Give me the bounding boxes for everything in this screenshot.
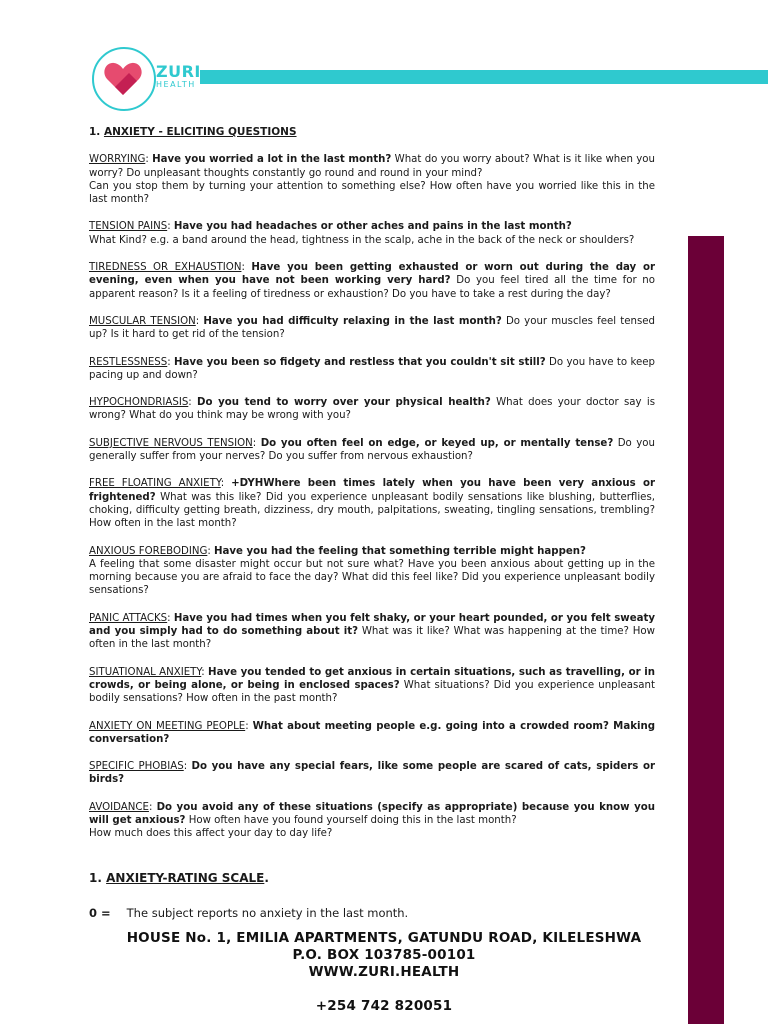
section-heading xyxy=(89,126,655,139)
rating-text: The subject reports no anxiety in the last month. xyxy=(126,906,409,920)
question-block: PANIC ATTACKS: Have you had times when you felt shaky, or your heart pounded, or you felt sweaty and you simply had to do something about it? What was it like? What was happening at the time? How often in the last month? xyxy=(89,612,655,651)
question-rest: Do your muscles feel tensed up? Is it hard to get rid of the tension? xyxy=(89,315,655,341)
question-bold: Do you avoid any of these situations (specify as appropriate) because you know you will get anxious? xyxy=(89,801,655,826)
question-bold: Do you tend to worry over your physical health? xyxy=(197,397,491,409)
rating-key: 0 = xyxy=(89,906,111,920)
question-label: SUBJECTIVE NERVOUS TENSION xyxy=(89,437,253,449)
question-bold: Do you have any special fears, like some people are scared of cats, spiders or birds? xyxy=(89,761,656,786)
zuri-logo xyxy=(92,47,162,111)
question-bold: Have you had the feeling that something terrible might happen? xyxy=(214,545,586,557)
question-bold: Do you often feel on edge, or keyed up, or mentally tense? xyxy=(260,437,614,449)
question-extra: Can you stop them by turning your attention to something else? How often have you worried like this in the last month? xyxy=(89,180,655,206)
heart-icon xyxy=(103,61,143,97)
question-label: AVOIDANCE xyxy=(89,801,149,813)
logo-name: ZURI xyxy=(156,62,201,81)
question-label: PANIC ATTACKS xyxy=(89,612,168,624)
question-rest: What does your doctor say is wrong? What do you think may be wrong with you? xyxy=(89,397,656,422)
section-number: 1. xyxy=(89,126,101,138)
question-rest: How often have you found yourself doing this in the last month? xyxy=(185,814,517,826)
question-extra: What Kind? e.g. a band around the head, tightness in the scalp, ache in the back of the neck or shoulders? xyxy=(89,234,635,246)
question-block: ANXIETY ON MEETING PEOPLE: What about meeting people e.g. going into a crowded room? Making conversation? xyxy=(89,720,656,745)
section-number: 1. xyxy=(89,871,102,885)
rating-row xyxy=(89,906,408,920)
side-accent-bar xyxy=(688,236,724,1024)
question-block: HYPOCHONDRIASIS: Do you tend to worry over your physical health? What does your doctor say is wrong? What do you think may be wrong with you? xyxy=(89,397,656,422)
question-rest: Do you feel tired all the time for no apparent reason? Is it a feeling of tiredness or exhaustion? Do you have to take a rest during the day? xyxy=(89,275,655,300)
question-bold: Have you had headaches or other aches and pains in the last month? xyxy=(173,221,572,233)
question-block: TIREDNESS OR EXHAUSTION: Have you been getting exhausted or worn out during the day or evening, even when you have not been working very hard? Do you feel tired all the time for no apparent reason? Is it a feeling of tiredness or exhaustion? Do you have to take a rest during the day? xyxy=(89,262,655,300)
section-title: ANXIETY-RATING SCALE xyxy=(106,871,265,885)
heading-dot: . xyxy=(264,871,269,885)
question-block: ANXIOUS FOREBODING: Have you had the feeling that something terrible might happen? A feeling that some disaster might occur but not sure what? Have you been anxious about getting up in the morning because you are afraid to face the day? What did this feel like? Did you experience unpleasant bodily sensations? xyxy=(89,545,655,597)
question-rest: What situations? Did you experience unpleasant bodily sensations? How often in the past month? xyxy=(89,679,655,705)
question-label: FREE FLOATING ANXIETY xyxy=(89,478,221,490)
question-label: MUSCULAR TENSION xyxy=(89,315,196,327)
footer-street: HOUSE No. 1, EMILIA APARTMENTS, GATUNDU ROAD, KILELESHWA xyxy=(126,930,642,946)
question-label: ANXIOUS FOREBODING xyxy=(89,545,208,557)
question-extra: A feeling that some disaster might occur but not sure what? Have you been anxious about getting up in the morning because you are afraid to face the day? What did this feel like? Did you experience unpleasant bodily sensations? xyxy=(89,558,655,597)
question-block: SUBJECTIVE NERVOUS TENSION: Do you often feel on edge, or keyed up, or mentally tense? Do you generally suffer from your nerves? Do you suffer from nervous exhaustion? xyxy=(89,437,655,463)
question-block: FREE FLOATING ANXIETY: +DYHWhere been times lately when you have been very anxious or frightened? What was this like? Did you experience unpleasant bodily sensations like blushing, butterflies, choking, difficulty getting breath, dizziness, dry mouth, palpitations, sweating, tingling sensations, trembling? How often in the last month? xyxy=(89,478,655,530)
question-block: MUSCULAR TENSION: Have you had difficulty relaxing in the last month? Do your muscles feel tensed up? Is it hard to get rid of the tension? xyxy=(89,315,655,341)
question-block: AVOIDANCE: Do you avoid any of these situations (specify as appropriate) because you know you will get anxious? How often have you found yourself doing this in the last month? How much does this affect your day to day life? xyxy=(89,801,655,840)
question-block: TENSION PAINS: Have you had headaches or other aches and pains in the last month? What Kind? e.g. a band around the head, tightness in the scalp, ache in the back of the neck or shoulders? xyxy=(89,221,635,246)
question-label: RESTLESSNESS xyxy=(89,356,168,368)
section-title: ANXIETY - ELICITING QUESTIONS xyxy=(103,126,297,138)
question-label: HYPOCHONDRIASIS xyxy=(89,397,189,409)
question-bold: Have you worried a lot in the last month? xyxy=(152,154,392,166)
document-body xyxy=(89,126,655,855)
question-rest: Do you have to keep pacing up and down? xyxy=(89,356,655,381)
question-bold: What about meeting people e.g. going into a crowded room? Making conversation? xyxy=(89,720,656,745)
question-block: SITUATIONAL ANXIETY: Have you tended to get anxious in certain situations, such as travelling, or in crowds, or being alone, or being in enclosed spaces? What situations? Did you experience unpleasant bodily sensations? How often in the past month? xyxy=(89,666,655,705)
question-rest: Do you generally suffer from your nerves? Do you suffer from nervous exhaustion? xyxy=(89,437,655,463)
question-bold: Have you had difficulty relaxing in the last month? xyxy=(203,315,502,327)
footer-address xyxy=(89,930,679,1015)
question-bold: Have you tended to get anxious in certain situations, such as travelling, or in crowds, or being alone, or being in enclosed spaces? xyxy=(89,666,655,691)
logo-subtitle: HEALTH xyxy=(156,80,196,89)
question-bold: Have you been so fidgety and restless that you couldn't sit still? xyxy=(174,356,546,368)
question-bold: +DYHWhere been times lately when you have been very anxious or frightened? xyxy=(89,478,655,503)
header-accent-bar xyxy=(200,70,768,84)
footer-pobox: P.O. BOX 103785-00101 xyxy=(292,947,476,963)
question-block: RESTLESSNESS: Have you been so fidgety and restless that you couldn't sit still? Do you have to keep pacing up and down? xyxy=(89,356,655,381)
logo-wordmark xyxy=(156,64,201,90)
question-rest: What was it like? What was happening at the time? How often in the last month? xyxy=(89,626,655,651)
question-block: SPECIFIC PHOBIAS: Do you have any special fears, like some people are scared of cats, spiders or birds? xyxy=(89,761,656,786)
question-label: SITUATIONAL ANXIETY xyxy=(89,666,202,678)
question-block: WORRYING: Have you worried a lot in the last month? What do you worry about? What is it like when you worry? Do unpleasant thoughts constantly go round and round in your mind? Can you stop them by turning your attention to something else? How often have you worried like this in the last month? xyxy=(89,154,655,206)
question-rest: What do you worry about? What is it like when you worry? Do unpleasant thoughts constantly go round and round in your mind? xyxy=(89,154,655,179)
question-bold: Have you been getting exhausted or worn out during the day or evening, even when you have not been working very hard? xyxy=(89,262,655,287)
footer-website: WWW.ZURI.HEALTH xyxy=(308,964,460,980)
question-bold: Have you had times when you felt shaky, or your heart pounded, or you felt sweaty and you simply had to do something about it? xyxy=(89,612,655,638)
question-label: TENSION PAINS xyxy=(89,221,168,233)
question-label: ANXIETY ON MEETING PEOPLE xyxy=(89,720,246,732)
question-rest: What was this like? Did you experience unpleasant bodily sensations like blushing, butterflies, choking, difficulty getting breath, dizziness, dry mouth, palpitations, sweating, tingling sensations, trembling? How often in the last month? xyxy=(89,491,655,530)
question-label: WORRYING xyxy=(89,154,146,166)
question-label: SPECIFIC PHOBIAS xyxy=(89,761,184,773)
question-extra: How much does this affect your day to day life? xyxy=(89,828,333,840)
question-label: TIREDNESS OR EXHAUSTION xyxy=(89,262,242,274)
footer-phone: +254 742 820051 xyxy=(315,998,453,1014)
rating-scale-heading xyxy=(89,871,269,885)
